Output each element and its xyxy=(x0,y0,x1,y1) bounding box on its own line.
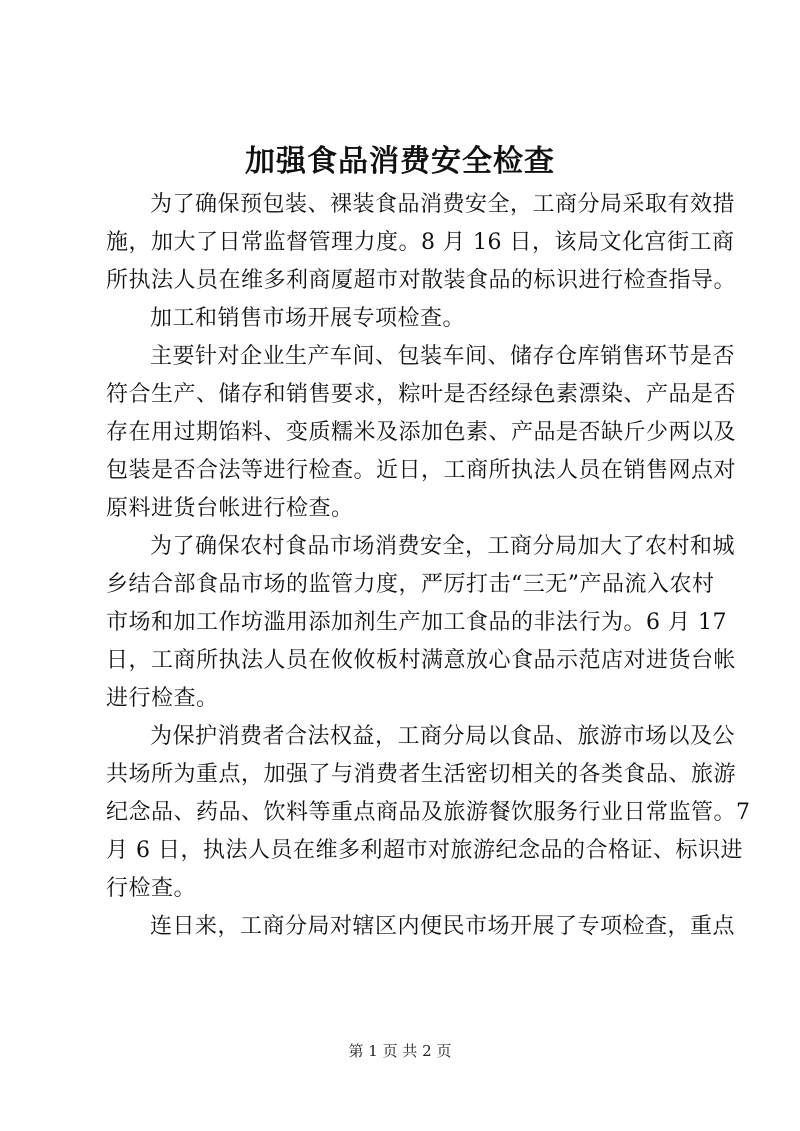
paragraph-line: 共场所为重点，加强了与消费者生活密切相关的各类食品、旅游 xyxy=(106,762,737,787)
paragraph-line: 原料进货台帐进行检查。 xyxy=(106,496,354,521)
paragraph-line: 存在用过期馅料、变质糯米及添加色素、产品是否缺斤少两以及 xyxy=(106,420,737,445)
paragraph xyxy=(106,528,737,718)
paragraph-line: 符合生产、储存和销售要求，粽叶是否经绿色素漂染、产品是否 xyxy=(106,382,737,407)
paragraph xyxy=(106,300,706,338)
paragraph xyxy=(106,186,737,300)
paragraph-line: 日，工商所执法人员在攸攸板村满意放心食品示范店对进货台帐 xyxy=(106,648,737,673)
paragraph-line: 施，加大了日常监督管理力度。8 月 16 日，该局文化宫街工商 xyxy=(106,230,735,255)
paragraph-line: 包装是否合法等进行检查。近日，工商所执法人员在销售网点对 xyxy=(106,458,737,483)
paragraph-line: 为了确保预包装、裸装食品消费安全，工商分局采取有效措 xyxy=(150,192,736,217)
document-title: 加强食品消费安全检查 xyxy=(245,144,555,179)
paragraph-line: 主要针对企业生产车间、包装车间、储存仓库销售环节是否 xyxy=(150,344,736,369)
paragraph xyxy=(106,908,736,946)
paragraph-line: 月 6 日，执法人员在维多利超市对旅游纪念品的合格证、标识进 xyxy=(106,838,743,863)
paragraph-line: 市场和加工作坊滥用添加剂生产加工食品的非法行为。6 月 17 xyxy=(106,610,727,635)
paragraph-line: 为了确保农村食品市场消费安全，工商分局加大了农村和城 xyxy=(150,534,736,559)
paragraph-line: 行检查。 xyxy=(106,876,197,901)
paragraph-line: 为保护消费者合法权益，工商分局以食品、旅游市场以及公 xyxy=(150,724,736,749)
paragraph-line: 纪念品、药品、饮料等重点商品及旅游餐饮服务行业日常监管。7 xyxy=(106,800,751,825)
paragraph xyxy=(106,338,737,528)
paragraph-line: 加工和销售市场开展专项检查。 xyxy=(150,306,466,331)
page-footer: 第 1 页 共 2 页 xyxy=(348,1042,452,1060)
paragraph-line: 乡结合部食品市场的监管力度，严厉打击“三无”产品流入农村 xyxy=(106,572,715,597)
paragraph xyxy=(106,718,751,908)
paragraph-line: 连日来，工商分局对辖区内便民市场开展了专项检查，重点 xyxy=(150,914,736,939)
paragraph-line: 进行检查。 xyxy=(106,686,219,711)
paragraph-line: 所执法人员在维多利商厦超市对散装食品的标识进行检查指导。 xyxy=(106,268,737,293)
document-body xyxy=(106,186,751,946)
